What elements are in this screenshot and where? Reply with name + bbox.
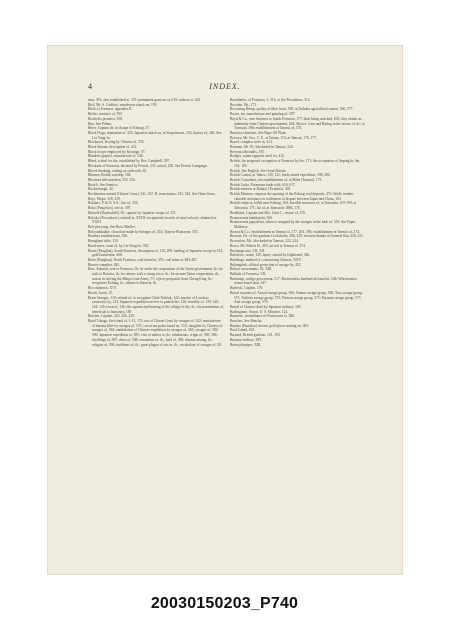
index-entry: Bromorentia papyrifera, tobacco wrapped by the savages in the bark of, 553. See Paper Mulberry. bbox=[230, 220, 356, 229]
index-entry: Bita. See Pithau. bbox=[88, 121, 112, 126]
index-entry: Bird, Mr. S. Godfrey; murderous attack on, 199. bbox=[88, 102, 158, 107]
index-entry: Brazil, camphor trees in, 414. bbox=[230, 140, 273, 145]
index-entry: Botel Tobago, the island of, 1-12, 172; use of Chinae Grass by savages of, 542; manufacture of banana fibre by savages of, 537; cocoa-nut palm found on, 555; slaughter by Chinese of savages of, 564; annihilation of Chinese expedition by savages of, 565; savages of, 584-590; Japanese expedition to, 585; visit of author to, ib.; inhabitants, origin of, 585, 586; dwellings of, 587; dress of, 588; ornaments of, ib.; food of, 589; disease among, ib.; religion of, 590; traditions of, ib.; great plague of rats in, ib.; vocabulary of savages of, III. bbox=[88, 319, 223, 347]
index-entry: Bunsho (Bunshou) stream, gold placer mining on, 461. bbox=[230, 323, 310, 328]
index-entry: Bram Savages, 119; refusal of, to recognize Chief Tokitok, 122; murder of Loochoo castaways by, 123; Japanese expedition arrives to punish the, 126; hostility of, 139, 140, 144, 145; town of, 146; the capture and burning of the village of the, ib.; the punishment of, beneficial to humanity, 169. bbox=[88, 295, 224, 314]
index-entry: Bond notes, issue of, by Liu Yung-fu, 352. bbox=[88, 243, 150, 248]
index-entry: Bush Island, 623. bbox=[230, 328, 256, 333]
index-entry: Brodhurst, Captain and Mrs. John C., rescue of, 270. bbox=[230, 210, 306, 215]
page-number: 4 bbox=[88, 82, 92, 91]
index-entry: Bloomea helicaraefera, 555, 556. bbox=[88, 177, 136, 182]
index-entry: Buildings, method of constructing Chinese, XXV. bbox=[230, 257, 302, 262]
index-entry: Browne, Dr., of the gunboat Cockchafer, 296, 229; receives thanks of General Sun, 230, 231. bbox=[230, 234, 364, 239]
index-entry: Bulaca saxucumata, IX, XIII. bbox=[230, 267, 273, 272]
index-entry: British subjects, killed near Kelung, 104; horrible massacre of, at Taiwanfu, 105-109; at Taiwanfu, 171; list of, at Tamsui in 1866, 178. bbox=[230, 201, 357, 211]
index-entry: Brassica chinensis. See Rape Oil Plant. bbox=[230, 130, 287, 135]
index-entry: Butea plumipes, XIII. bbox=[230, 342, 262, 347]
running-title: INDEX. bbox=[209, 82, 241, 91]
index-entry: British marines at Dalutoi (Twatutia), 305. bbox=[230, 187, 292, 192]
index-entry: Borneo camphor, 443. bbox=[88, 262, 120, 267]
index-entry: Burial customs of, Atayal savage group, 566; Vonum savage group, 569; Tsou savage group, 571; Tsalisen savage group, 573; Paiwan savage group, 575; Puyuma savage group, 577; Ami savage group, 579. bbox=[230, 290, 363, 305]
index-entry: British. See English. See Great Britain. bbox=[230, 168, 287, 173]
index-entry: Black Stream, description of, 412. bbox=[88, 145, 138, 150]
index-entry: Buffaloes, water, 129; injury caused by frightened, 366. bbox=[230, 253, 311, 258]
index-entry: Bowden, Mr., 271. bbox=[230, 102, 257, 107]
index-entry: Blood-drinking, sealing an oath with, 65. bbox=[88, 168, 148, 173]
index-entry: Bitter, Captain de, in charge of Kelung, 57. bbox=[88, 126, 150, 131]
page-header bbox=[48, 82, 402, 94]
index-entry: Bulbuls of Formosa, VII. bbox=[230, 272, 267, 277]
index-entry: British, the proposed occupation of Formosa by the, 171; the occupation of Anping by the, 194, 195. bbox=[230, 159, 361, 168]
index-entry: Bustard, British gunboat, 181, 193. bbox=[230, 333, 281, 338]
index-entry: Bunnungs, indigo grown near, 517; Bromorentia lambiaechi found at, 546; Wikstroemia retusa found near, 547. bbox=[230, 276, 357, 286]
index-entry: Botcher, Captain, 225, 226, 229. bbox=[88, 314, 135, 319]
index-entry: Bort, Admiral, sent to Formosa, 56; he seeks the cooperation of the Tartar government, ib.; he sails to Batavia, ib.; he returns with a strong force, ib.; he secures Tartar cooperation, ib.; assists in driving the Mings from Amoy, 57; rejects proposals from Cheng King, ib.; recaptures Kelung, ib.; returns to Batavia, ib. bbox=[88, 267, 223, 286]
index-entry: Blumen, British warship, 504. bbox=[88, 173, 132, 178]
index-entry: Bokyookkakke, chocolate made by Savages of, 553; Taiyose Plant near, 555. bbox=[88, 229, 199, 234]
index-entry: Burial of Chinese dead by Japanese military, 349. bbox=[230, 304, 302, 309]
index-entry: Bocheneuse nuraed (Chinee Grass), 541, 547; B. tenacissima, 541, 542. See Ghae Grass. bbox=[88, 192, 216, 197]
index-entry: Bokoko (Pescadores), rainfall at, XVIII; exceptional records of wind velocity obtained at, XXIII. bbox=[88, 215, 217, 225]
index-entry: Bromorentia lambiaechi, 556. bbox=[230, 215, 273, 220]
index-entry: Boat-li. See Jaemica. bbox=[88, 182, 119, 187]
index-column-left bbox=[88, 98, 224, 550]
index-entry: British Consul, at Takow, 149, 121; leads armed expedition, 198, 200. bbox=[230, 173, 331, 178]
index-entry: Birds of Formosa, appendix II. bbox=[88, 107, 133, 112]
index-entry: Blackmail, levying by Chinese of, 376. bbox=[88, 140, 145, 145]
index-entry: Bomgbuot tribe, 119. bbox=[88, 239, 119, 244]
index-entry: Bonie (Pangliau), South Formosa, description of, 118, 209; landing of Japanese troops at 354; gold found near, 466. bbox=[88, 248, 223, 258]
index-entry: Brown & Co., establishment at Tamsui of, 177, 203, 395; establishment at Tamsui of, 374. bbox=[230, 229, 360, 234]
index-entry: Bos chinensis, XVI. bbox=[88, 286, 117, 291]
index-entry: Brassey, Mr. Geo. C. F., at Tainan, 174; at Tamsui, 176, 177. bbox=[230, 135, 317, 140]
index-entry: Borie (Pangliau), North Formosa, coal found at, 470; coal mine at, 484-487. bbox=[88, 257, 198, 262]
index-entry: Bukenglink, official protection of savage by, 435. bbox=[230, 262, 302, 267]
index-entry: Brownlow, Mr., blockaded in Tamsui, 222, 224. bbox=[230, 239, 299, 244]
index-entry: Blind, school for the, established by Rev. Campbell, 597. bbox=[88, 159, 171, 164]
index-entry: Bockenburgh, 40. bbox=[88, 187, 114, 192]
index-entry: Bowsiring Hemp, quality of fibre from, 538; at Taihoku agricultural station, 560, 577. bbox=[230, 107, 354, 112]
index-entry: Bridges, rattan supports used for, 412. bbox=[230, 154, 285, 159]
index-entry: Bokkars, P. & O. S.S., loss of, 256. bbox=[88, 201, 139, 206]
index-entry: Brennan, Mr. W., blockaded in Tamsui, 224. bbox=[230, 145, 294, 150]
index-entry: near, 391; also established at, 597; permanent garrison at, 619; railway to, 621. bbox=[88, 98, 202, 102]
index-entry: Burlingame, Anson, U. S. Minister, 122. bbox=[230, 309, 289, 314]
index-entry: Boko (Pang-hoo), site at, 397. bbox=[88, 206, 132, 211]
index-entry: British Minister, requests the opening of the Kelung coal deposits, 473; Wade, renders valuable assistance in settlement of dispute between Japan and China, 163. bbox=[230, 192, 354, 201]
index-entry: Breynia officinalis, 555. bbox=[230, 149, 265, 154]
index-entry: Bok-pin-yung. See Boso Mailler. bbox=[88, 224, 136, 229]
index-columns bbox=[88, 98, 366, 550]
index-column-right bbox=[230, 98, 366, 550]
index-entry: Bosch, Jacob, 47. bbox=[88, 290, 114, 295]
index-entry: Boundaries, of Formosa, 1, 314; of the Pescadores, 312. bbox=[230, 98, 311, 102]
index-entry: Bojo, Major, 328, 329. bbox=[88, 196, 121, 201]
index-entry: British Consulates, the establishment of, at Hobe (Tamsui), 175. bbox=[230, 177, 323, 182]
index-entry: Bischofia javanica, 558. bbox=[88, 116, 123, 121]
index-entry: Bruce, Mr. Robert H., 305; arrival at Tamsui of, 374. bbox=[230, 243, 306, 248]
index-entry: Boloeth (Booksshelf), 65; capture by Japanese troops of, 351. bbox=[88, 210, 177, 215]
index-entry: Burbeck, Captain, 179. bbox=[230, 286, 264, 291]
index-entry: Black troops employed by Koxinga, 37. bbox=[88, 149, 146, 154]
index-entry: British Lydia, Formosan trade with, 616, 617. bbox=[230, 182, 296, 187]
index-entry: Butastur indicus, XIV. bbox=[230, 337, 263, 342]
book-page bbox=[48, 46, 402, 574]
index-entry: Buchanga atra, VII, XII. bbox=[230, 248, 266, 253]
index-entry: Bunchus. See Banchu. bbox=[230, 319, 263, 324]
index-entry: Blockade of Formosa, declared by French, 231; raised, 238. See French Campaign. bbox=[88, 163, 208, 168]
index-entry: Births, statistics of, 593. bbox=[88, 112, 123, 117]
index-entry: Boxes, tea, manufacture and painting of, 397. bbox=[230, 112, 296, 117]
index-entry: Bombax malabaricum, 556. bbox=[88, 234, 128, 239]
image-id-caption: 20030150203_P740 bbox=[150, 595, 299, 612]
index-entry: Boyd & Co., sent business to South Formosa, 177; their being attacked, 203; they obtain an indemnity from Chinese government, 204; Messrs. Case and Baring to the rescue of, ib.; to Twatutia, 396; establishment at Tamsui of, 374. bbox=[230, 116, 365, 131]
index-entry: Burmese, resemblance of Formosans to, 586. bbox=[230, 314, 295, 319]
index-entry: Black Flags, reputation of, 325; Japanese attack on, at Soupitoeson, 333; history of, 346. See Liu Yung-fu. bbox=[88, 130, 222, 140]
index-entry: Blankets (paper), manufacture of, 546. bbox=[88, 154, 144, 159]
